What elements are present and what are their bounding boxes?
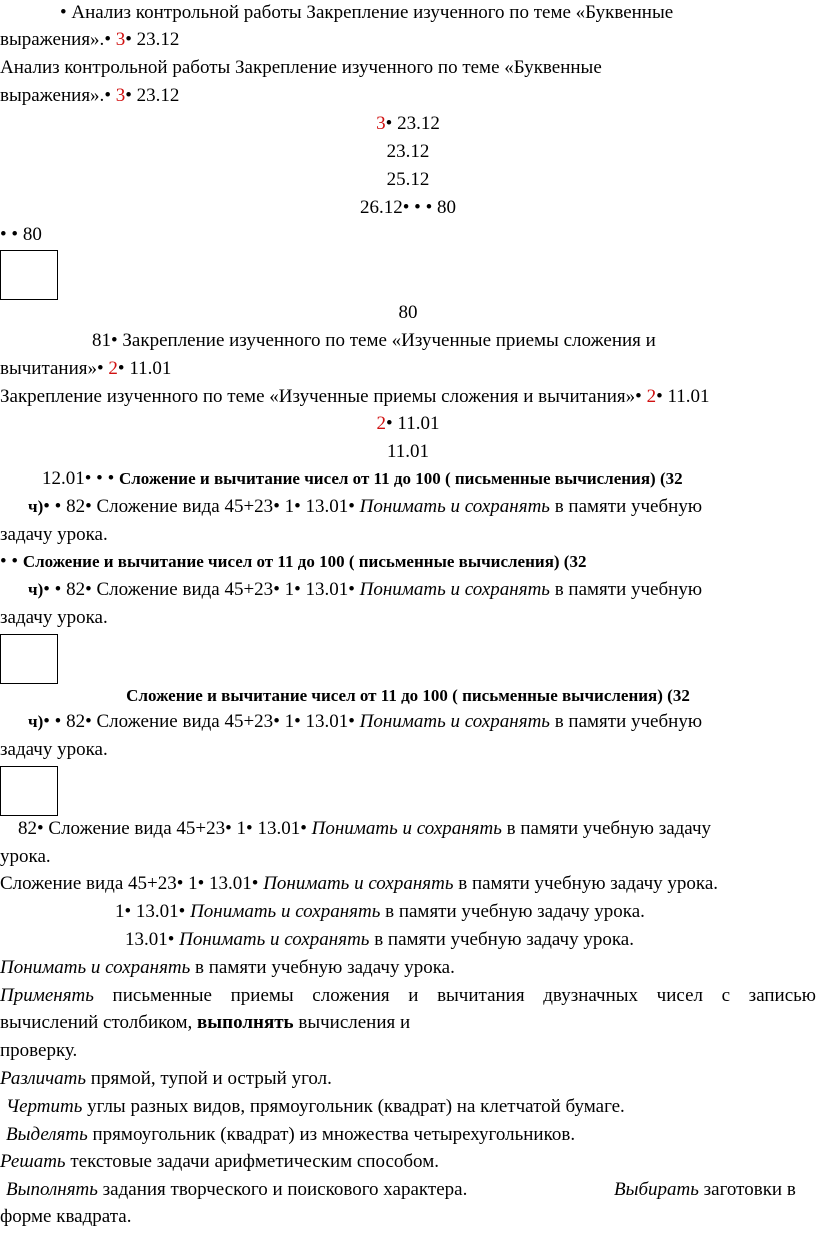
bullet-icon: • (124, 901, 132, 922)
bullet-icon: • (0, 551, 7, 572)
bullet-icon: • (104, 29, 111, 50)
text-line (0, 683, 816, 709)
text-line: 81• Закрепление изученного по теме «Изученные приемы сложения и (92, 330, 656, 351)
section-heading: Сложение и вычитание чисел от 11 до 100 ( письменные вычисления) (32 (22, 552, 587, 571)
text-line: 23.12 (386, 141, 430, 162)
bullet-icon: • (294, 579, 301, 600)
bullet-icon: • (117, 358, 125, 379)
text-line (0, 549, 586, 575)
bullet-icon: • (300, 818, 307, 839)
bullet-icon: • (294, 711, 301, 732)
bullet-icon: • (402, 197, 410, 218)
text-line: Сложение вида 45+23• 1• 13.01• Понимать и сохранять в памяти учебную задачу урока. (0, 873, 719, 894)
bullet-icon: • (425, 197, 433, 218)
bullet-icon: • (385, 113, 393, 134)
bullet-icon: • (273, 579, 280, 600)
bullet-icon: • (11, 224, 19, 245)
bullet-icon: • (111, 330, 118, 351)
bullet-icon: • (85, 579, 92, 600)
bullet-icon: • (107, 468, 115, 489)
text-line: задачу урока. (0, 739, 108, 760)
bullet-icon: • (386, 413, 393, 434)
bullet-icon: • (348, 579, 355, 600)
text-line: 25.12 (386, 169, 430, 190)
text-line: 80 (398, 302, 418, 323)
bullet-icon: • (125, 29, 132, 50)
section-heading: Сложение и вычитание чисел от 11 до 100 ( письменные вычисления) (32 (126, 686, 690, 705)
text-line: ч)• • 82• Сложение вида 45+23• 1• 13.01• Понимать и сохранять в памяти учебную (28, 579, 703, 600)
bullet-icon: • (125, 85, 132, 106)
bullet-icon: • (197, 873, 205, 894)
text-line: 26.12• • • 80 (360, 197, 456, 218)
bullet-icon: • (656, 386, 663, 407)
bullet-icon: • (97, 358, 104, 379)
bullet-icon: • (43, 579, 50, 600)
text-line: 12.01• • • Сложение и вычитание чисел от 11 до 100 ( письменные вычисления) (32 (42, 468, 683, 489)
text-line: • Анализ контрольной работы Закрепление изученного по теме «Буквенные (60, 2, 674, 23)
text-line: 3• 23.12 (376, 113, 440, 134)
bullet-icon: • (85, 496, 92, 517)
text-line: Выбирать заготовки в (614, 1179, 796, 1200)
text-line: задачу урока. (0, 607, 108, 628)
text-line: форме квадрата. (0, 1206, 132, 1227)
text-line: 82• Сложение вида 45+23• 1• 13.01• Понимать и сохранять в памяти учебную задачу (18, 818, 712, 839)
empty-box (0, 766, 58, 816)
bullet-icon: • (104, 85, 111, 106)
bullet-icon: • (84, 468, 92, 489)
text-line: Различать прямой, тупой и острый угол. (0, 1068, 332, 1089)
text-line: проверку. (0, 1040, 78, 1061)
text-line: 13.01• Понимать и сохранять в памяти учебную задачу урока. (125, 929, 634, 950)
text-line: Выполнять задания творческого и поискового характера. (6, 1179, 468, 1200)
text-line: урока. (0, 846, 51, 867)
text-line: Выделять прямоугольник (квадрат) из множества четырехугольников. (6, 1124, 576, 1145)
bullet-icon: • (246, 818, 253, 839)
section-heading: Сложение и вычитание чисел от 11 до 100 ( письменные вычисления) (32 (118, 469, 683, 488)
bullet-icon: • (273, 496, 280, 517)
text-line: 11.01 (386, 441, 430, 462)
bullet-icon: • (54, 579, 62, 600)
text-line: вычитания»• 2• 11.01 (0, 358, 172, 379)
text-line: ч)• • 82• Сложение вида 45+23• 1• 13.01• Понимать и сохранять в памяти учебную (28, 711, 703, 732)
bullet-icon: • (54, 496, 62, 517)
bullet-icon: • (225, 818, 232, 839)
bullet-icon: • (43, 496, 50, 517)
text-line: Анализ контрольной работы Закрепление изученного по теме «Буквенные (0, 57, 602, 78)
text-line: Понимать и сохранять в памяти учебную задачу урока. (0, 957, 455, 978)
text-line: Закрепление изученного по теме «Изученные приемы сложения и вычитания»• 2• 11.01 (0, 386, 710, 407)
bullet-icon: • (348, 711, 355, 732)
bullet-icon: • (294, 496, 301, 517)
bullet-icon: • (37, 818, 44, 839)
text-line: 2• 11.01 (376, 413, 440, 434)
bullet-icon: • (176, 873, 184, 894)
bullet-icon: • (348, 496, 355, 517)
bullet-icon: • (43, 711, 50, 732)
bullet-icon: • (11, 551, 19, 572)
bullet-icon: • (54, 711, 62, 732)
empty-box (0, 634, 58, 684)
bullet-icon: • (635, 386, 642, 407)
text-line: ч)• • 82• Сложение вида 45+23• 1• 13.01• Понимать и сохранять в памяти учебную (28, 496, 703, 517)
bullet-icon: • (251, 873, 259, 894)
bullet-icon: • (0, 224, 7, 245)
bullet-icon: • (85, 711, 92, 732)
text-line: Применять письменные приемы сложения и вычитания двузначных чисел с записью (0, 985, 816, 1006)
text-line: 1• 13.01• Понимать и сохранять в памяти учебную задачу урока. (115, 901, 645, 922)
text-line: выражения».• 3• 23.12 (0, 85, 180, 106)
bullet-icon: • (414, 197, 421, 218)
text-line: Чертить углы разных видов, прямоугольник (квадрат) на клетчатой бумаге. (6, 1096, 625, 1117)
bullet-icon: • (178, 901, 186, 922)
bullet-icon: • (167, 929, 175, 950)
text-line: выражения».• 3• 23.12 (0, 29, 180, 50)
text-line: задачу урока. (0, 524, 108, 545)
empty-box (0, 250, 58, 300)
text-line: Решать текстовые задачи арифметическим способом. (0, 1151, 439, 1172)
bullet-icon: • (96, 468, 103, 489)
text-line: вычислений столбиком, выполнять вычисления и (0, 1012, 411, 1033)
bullet-icon: • (273, 711, 280, 732)
bullet-icon: • (60, 2, 67, 23)
text-line: • • 80 (0, 224, 42, 245)
